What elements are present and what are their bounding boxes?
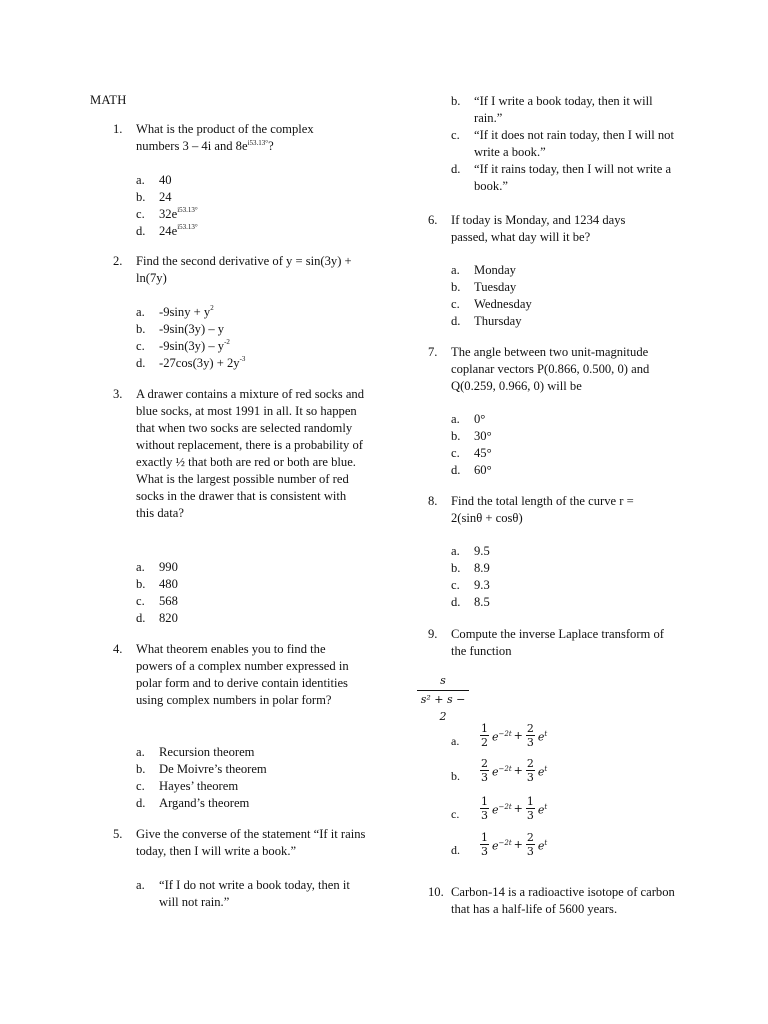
question-number: 10.: [428, 885, 444, 899]
question-number: 2.: [113, 254, 123, 268]
question-stem: Give the converse of the statement “If it rains today, then I will write a book.”: [136, 827, 366, 858]
question-stem: Carbon-14 is a radioactive isotope of carbon that has a half-life of 5600 years.: [451, 885, 675, 916]
laplace-function: s s² + s − 2: [417, 672, 469, 725]
option-c[interactable]: c. “If it does not rain today, then I will not write a book.”: [451, 128, 674, 159]
option-a[interactable]: a. “If I do not write a book today, then it will not rain.”: [136, 878, 350, 909]
page-title: MATH: [90, 93, 127, 107]
question-stem: What theorem enables you to find the powers of a complex number expressed in polar form and to derive contain identities using complex numbers in polar form?: [136, 642, 349, 707]
question-number: 4.: [113, 642, 123, 656]
question-stem: What is the product of the complex numbers 3 – 4i and $8e^{i53.13^\circ}$?: [136, 122, 314, 153]
question-stem: Find the second derivative of y = sin(3y) + ln(7y): [136, 254, 352, 285]
question-number: 7.: [428, 345, 438, 359]
question-stem: If today is Monday, and 1234 days passed, what day will it be?: [451, 213, 626, 244]
question-number: 1.: [113, 122, 123, 136]
question-stem: The angle between two unit-magnitude coplanar vectors P(0.866, 0.500, 0) and Q(0.259, 0.966, 0) will be: [451, 345, 650, 393]
question-number: 5.: [113, 827, 123, 841]
question-number: 9.: [428, 627, 438, 641]
option-d[interactable]: d. “If it rains today, then I will not write a book.”: [451, 162, 672, 193]
question-number: 8.: [428, 494, 438, 508]
question-stem: Compute the inverse Laplace transform of the function: [451, 627, 664, 658]
question-stem: Find the total length of the curve r = 2(sinθ + cosθ): [451, 494, 634, 525]
question-stem: A drawer contains a mixture of red socks and blue socks, at most 1991 in all. It so happen that when two socks are selected randomly without replacement, there is a probability of exactly ½ that both are red or both are blue. What is the largest possible number of red socks in the drawer that is consistent with this data?: [136, 387, 365, 520]
question-number: 6.: [428, 213, 438, 227]
question-number: 3.: [113, 387, 123, 401]
option-b[interactable]: b. “If I write a book today, then it will rain.”: [451, 94, 653, 125]
